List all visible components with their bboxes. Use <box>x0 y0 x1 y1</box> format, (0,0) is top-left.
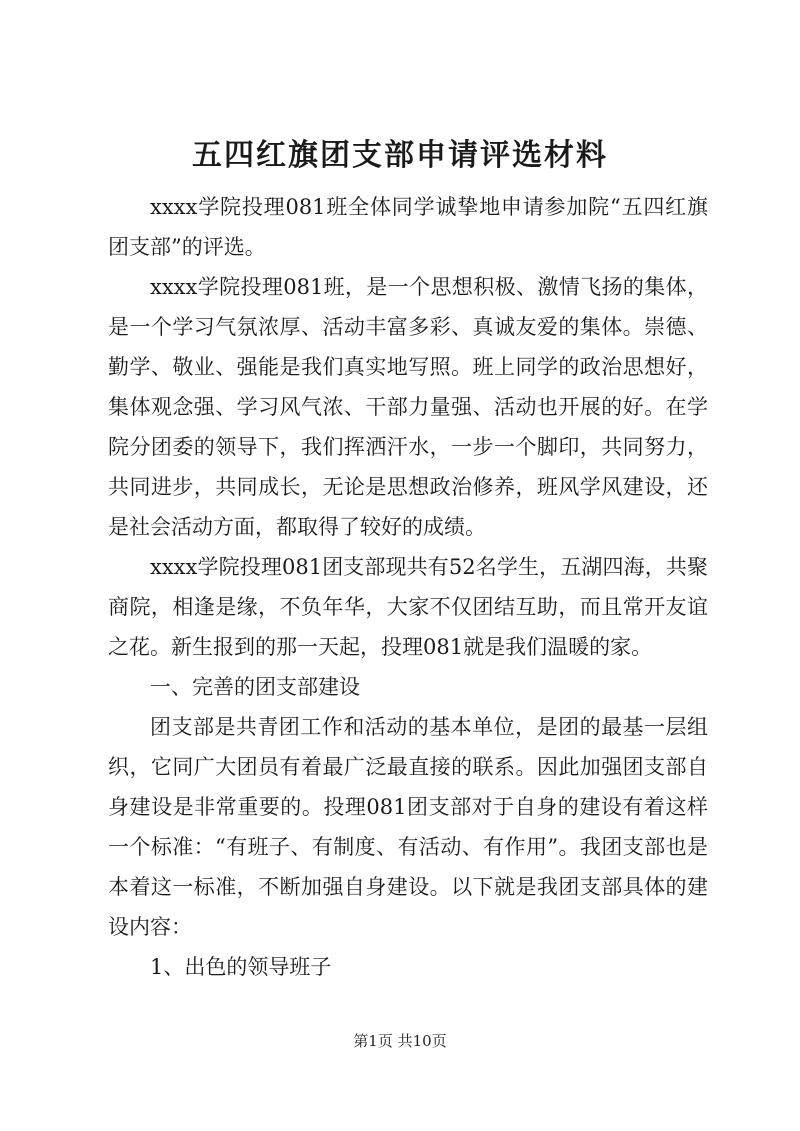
document-title: 五四红旗团支部申请评选材料 <box>192 138 608 173</box>
section-heading-1: 一、完善的团支部建设 <box>150 675 360 699</box>
paragraph-class-description: xxxx学院投理081班，是一个思想积极、激情飞扬的集体，是一个学习气氛浓厚、活动丰富多彩、真诚友爱的集体。崇德、勤学、敬业、强能是我们真实地写照。班上同学的政治思想好，集体观念强、学习风气浓、干部力量强、活动也开展的好。在学院分团委的领导下，我们挥洒汗水，一步一个脚印，共同努力，共同进步，共同成长，无论是思想政治修养，班风学风建设，还是社会活动方面，都取得了较好的成绩。 <box>108 275 708 539</box>
page-footer: 第1页 共10页 <box>353 1032 447 1050</box>
paragraph-intro: xxxx学院投理081班全体同学诚挚地申请参加院“五四红旗团支部”的评选。 <box>108 195 708 259</box>
document-body <box>108 187 708 987</box>
subsection-heading-1: 1、出色的领导班子 <box>150 955 332 979</box>
paragraph-branch-construction: 团支部是共青团工作和活动的基本单位，是团的最基一层组织，它同广大团员有着最广泛最直接的联系。因此加强团支部自身建设是非常重要的。投理081团支部对于自身的建设有着这样一个标准：“有班子、有制度、有活动、有作用”。我团支部也是本着这一标准，不断加强自身建设。以下就是我团支部具体的建设内容： <box>108 715 708 939</box>
paragraph-members: xxxx学院投理081团支部现共有52名学生，五湖四海，共聚商院，相逢是缘，不负年华，大家不仅团结互助，而且常开友谊之花。新生报到的那一天起，投理081就是我们温暖的家。 <box>108 555 708 659</box>
